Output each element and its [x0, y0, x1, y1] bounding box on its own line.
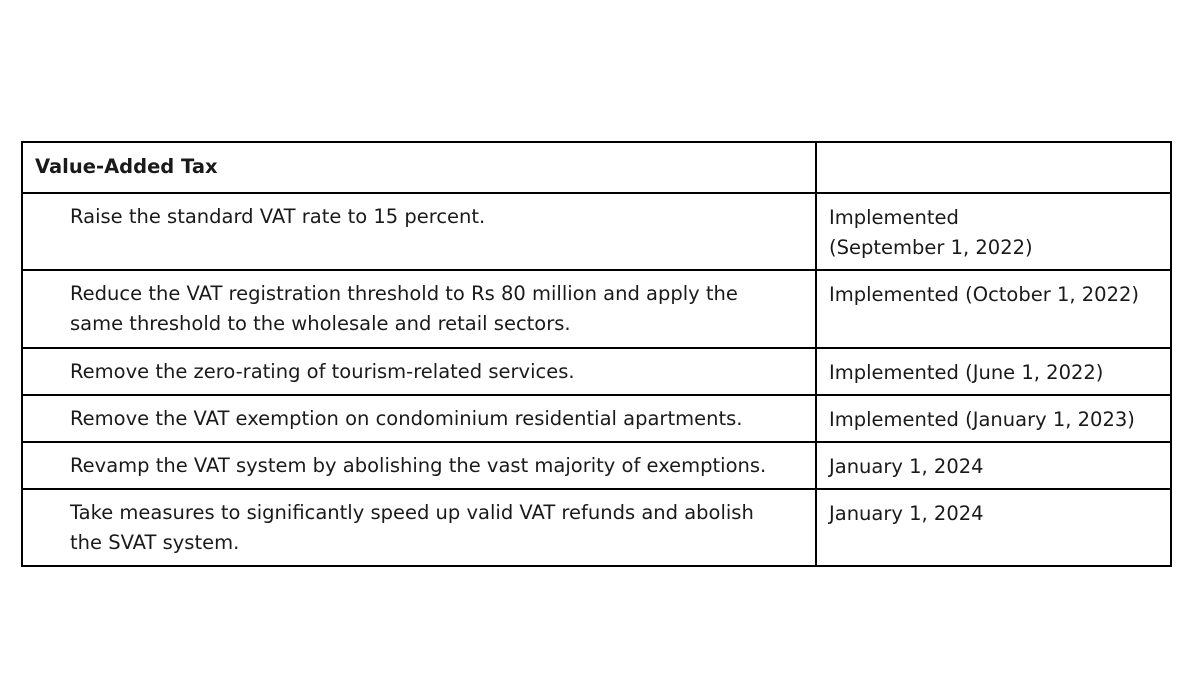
- section-title: Value-Added Tax: [22, 142, 816, 193]
- measure-cell: Raise the standard VAT rate to 15 percent.: [22, 193, 816, 270]
- status-cell: January 1, 2024: [816, 442, 1171, 489]
- table-row: [22, 270, 1171, 348]
- vat-measures-table: [21, 141, 1172, 567]
- table-row: [22, 442, 1171, 489]
- table-header-row: [22, 142, 1171, 193]
- status-cell: Implemented (January 1, 2023): [816, 395, 1171, 442]
- measure-cell: Remove the VAT exemption on condominium residential apartments.: [22, 395, 816, 442]
- status-cell: January 1, 2024: [816, 489, 1171, 566]
- table-row: [22, 193, 1171, 270]
- measure-text-line: Reduce the VAT registration threshold to Rs 80 million and apply the: [70, 282, 738, 305]
- table-row: [22, 489, 1171, 566]
- measure-cell: [22, 270, 816, 348]
- measure-cell: Revamp the VAT system by abolishing the vast majority of exemptions.: [22, 442, 816, 489]
- table-row: [22, 348, 1171, 395]
- measure-cell: Remove the zero-rating of tourism-related services.: [22, 348, 816, 395]
- status-cell: Implemented (June 1, 2022): [816, 348, 1171, 395]
- status-date: (September 1, 2022): [829, 236, 1033, 259]
- status-cell: Implemented (October 1, 2022): [816, 270, 1171, 348]
- measure-text-line: same threshold to the wholesale and retail sectors.: [70, 312, 571, 335]
- measure-text-line: Take measures to significantly speed up valid VAT refunds and abolish: [70, 501, 754, 524]
- header-empty-cell: [816, 142, 1171, 193]
- status-cell: [816, 193, 1171, 270]
- table-row: [22, 395, 1171, 442]
- status-text: Implemented: [829, 206, 959, 229]
- measure-text-line: the SVAT system.: [70, 531, 240, 554]
- measure-cell: [22, 489, 816, 566]
